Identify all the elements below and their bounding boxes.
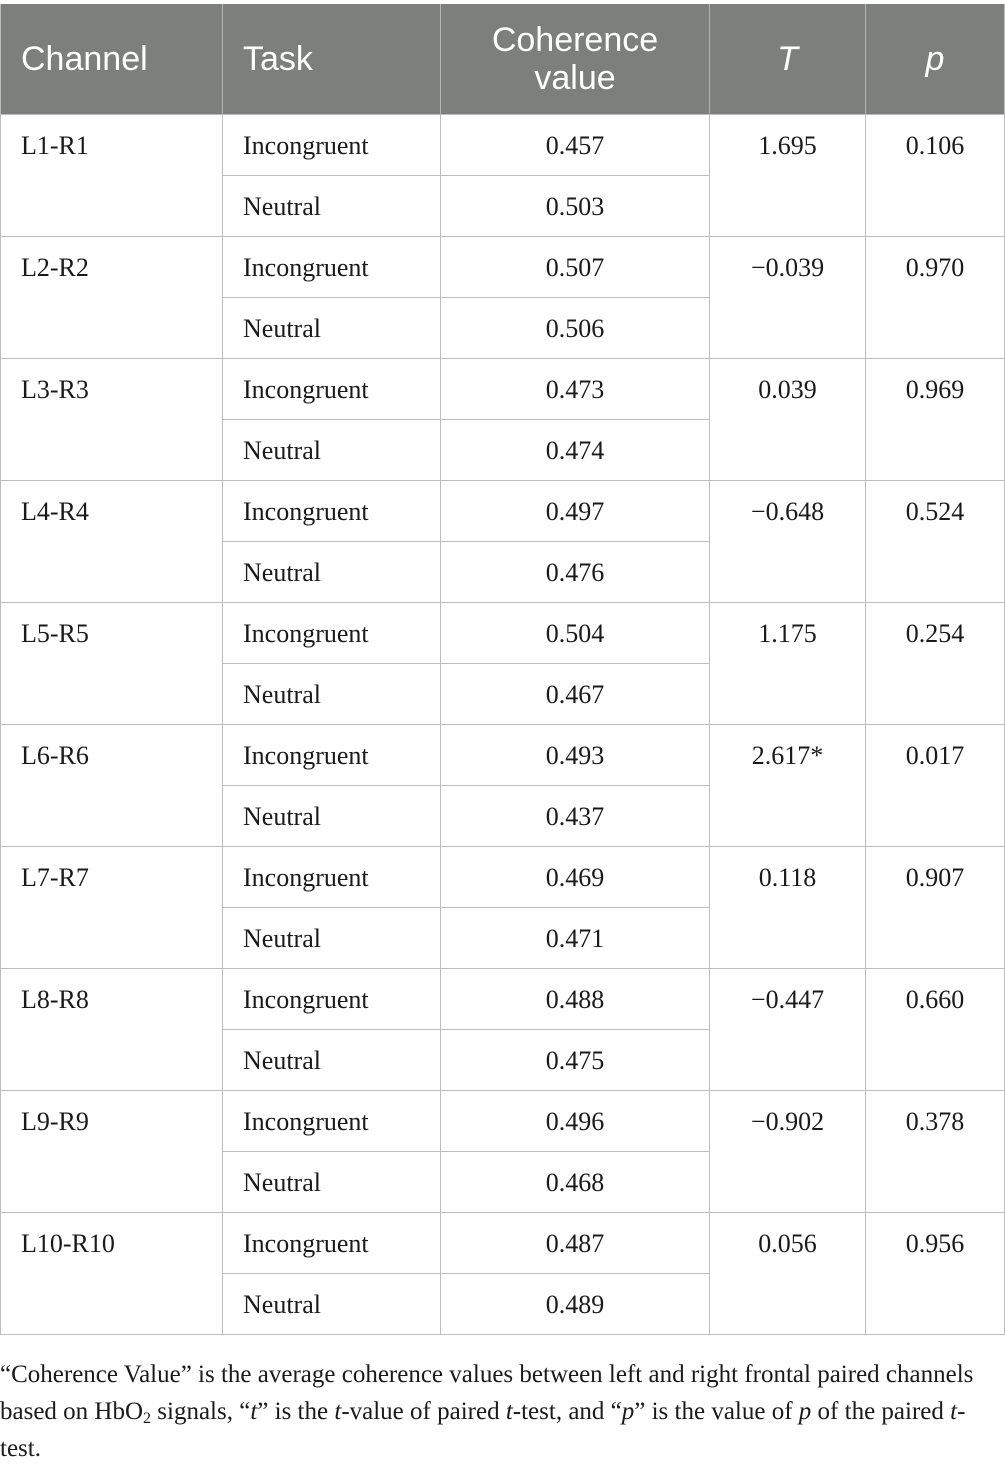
channel-label: L2-R2: [21, 253, 89, 282]
channel-cell: [1, 481, 223, 603]
task-cell: [223, 786, 441, 847]
coherence-cell: [441, 298, 710, 359]
header-coherence-line2: value: [534, 59, 616, 97]
header-t: T: [710, 4, 866, 115]
footnote-p-symbol: p: [798, 1398, 812, 1425]
p-cell: [866, 603, 1005, 725]
task-label: Incongruent: [243, 253, 369, 282]
t-value: 0.118: [758, 863, 817, 892]
task-cell: [223, 1091, 441, 1152]
task-cell: [223, 298, 441, 359]
header-coherence-value: [441, 4, 710, 115]
t-cell: [710, 1091, 866, 1213]
task-cell: [223, 115, 441, 176]
t-cell: [710, 847, 866, 969]
task-label: Neutral: [243, 1168, 321, 1197]
p-cell: [866, 847, 1005, 969]
table-row: [1, 359, 1005, 420]
coherence-table: [0, 4, 1005, 1335]
task-label: Incongruent: [243, 619, 369, 648]
t-cell: [710, 115, 866, 237]
footnote-text-3: ” is the: [257, 1398, 335, 1425]
t-value: 0.056: [758, 1229, 817, 1258]
footnote-text-4: -value of paired: [341, 1398, 506, 1425]
coherence-value: 0.489: [545, 1290, 605, 1319]
coherence-value: 0.496: [545, 1107, 605, 1136]
t-cell: [710, 237, 866, 359]
coherence-value: 0.488: [545, 985, 605, 1014]
table-row: [1, 725, 1005, 786]
t-cell: [710, 969, 866, 1091]
coherence-cell: [441, 420, 710, 481]
task-cell: [223, 176, 441, 237]
task-cell: [223, 481, 441, 542]
task-cell: [223, 969, 441, 1030]
coherence-cell: [441, 1030, 710, 1091]
t-cell: [710, 1213, 866, 1335]
task-cell: [223, 847, 441, 908]
channel-cell: [1, 969, 223, 1091]
t-value: −0.902: [750, 1107, 825, 1136]
coherence-cell: [441, 542, 710, 603]
footnote-text-1: “Coherence Value” is the average coherence values between left and right frontal paired channels based on HbO: [0, 1361, 974, 1425]
channel-label: L9-R9: [21, 1107, 89, 1136]
p-value: 0.524: [905, 497, 965, 526]
t-value: −0.648: [750, 497, 825, 526]
task-cell: [223, 1030, 441, 1091]
task-label: Neutral: [243, 1290, 321, 1319]
p-cell: [866, 969, 1005, 1091]
table-row: [1, 1091, 1005, 1152]
coherence-cell: [441, 1213, 710, 1274]
channel-cell: [1, 725, 223, 847]
task-cell: [223, 664, 441, 725]
footnote-t-symbol: t: [334, 1398, 342, 1425]
coherence-cell: [441, 1091, 710, 1152]
coherence-cell: [441, 237, 710, 298]
task-label: Incongruent: [243, 985, 369, 1014]
channel-label: L10-R10: [21, 1229, 115, 1258]
table-row: [1, 969, 1005, 1030]
footnote-p-symbol: p: [621, 1398, 635, 1425]
p-cell: [866, 481, 1005, 603]
task-label: Incongruent: [243, 863, 369, 892]
coherence-value: 0.469: [545, 863, 605, 892]
task-label: Neutral: [243, 314, 321, 343]
p-value: 0.907: [905, 863, 965, 892]
channel-label: L5-R5: [21, 619, 89, 648]
task-cell: [223, 603, 441, 664]
coherence-value: 0.468: [545, 1168, 605, 1197]
coherence-table-container: [0, 4, 1004, 1335]
t-cell: [710, 481, 866, 603]
p-value: 0.378: [905, 1107, 965, 1136]
table-body: [1, 115, 1005, 1335]
footnote-text-2: signals, “: [151, 1398, 251, 1425]
t-value: 1.695: [758, 131, 817, 160]
coherence-cell: [441, 1152, 710, 1213]
coherence-value: 0.493: [545, 741, 605, 770]
footnote-text-8: -test.: [0, 1398, 966, 1462]
coherence-cell: [441, 969, 710, 1030]
p-value: 0.970: [905, 253, 965, 282]
coherence-value: 0.474: [545, 436, 605, 465]
task-cell: [223, 1213, 441, 1274]
coherence-cell: [441, 908, 710, 969]
task-cell: [223, 420, 441, 481]
table-row: [1, 1213, 1005, 1274]
channel-cell: [1, 359, 223, 481]
task-cell: [223, 1274, 441, 1335]
channel-cell: [1, 1213, 223, 1335]
task-cell: [223, 1152, 441, 1213]
footnote-text-7: of the paired: [811, 1398, 951, 1425]
coherence-value: 0.506: [545, 314, 605, 343]
coherence-value: 0.476: [545, 558, 605, 587]
task-label: Incongruent: [243, 1107, 369, 1136]
coherence-cell: [441, 664, 710, 725]
table-row: [1, 115, 1005, 176]
header-coherence-line1: Coherence: [491, 21, 659, 59]
p-value: 0.017: [905, 741, 965, 770]
header-channel: Channel: [1, 4, 223, 115]
coherence-value: 0.467: [545, 680, 605, 709]
channel-label: L7-R7: [21, 863, 89, 892]
task-label: Neutral: [243, 192, 321, 221]
p-cell: [866, 359, 1005, 481]
coherence-value: 0.503: [545, 192, 605, 221]
task-label: Neutral: [243, 924, 321, 953]
header-p: p: [866, 4, 1005, 115]
task-label: Incongruent: [243, 497, 369, 526]
channel-label: L4-R4: [21, 497, 89, 526]
table-header: [1, 4, 1005, 115]
t-value: 0.039: [758, 375, 817, 404]
p-cell: [866, 1091, 1005, 1213]
task-cell: [223, 237, 441, 298]
channel-cell: [1, 603, 223, 725]
p-cell: [866, 1213, 1005, 1335]
t-cell: [710, 725, 866, 847]
task-label: Incongruent: [243, 1229, 369, 1258]
header-task: Task: [223, 4, 441, 115]
p-value: 0.956: [905, 1229, 965, 1258]
table-row: [1, 237, 1005, 298]
channel-label: L6-R6: [21, 741, 89, 770]
coherence-value: 0.475: [545, 1046, 605, 1075]
table-row: [1, 481, 1005, 542]
coherence-cell: [441, 115, 710, 176]
coherence-cell: [441, 1274, 710, 1335]
task-cell: [223, 359, 441, 420]
channel-label: L3-R3: [21, 375, 89, 404]
task-cell: [223, 542, 441, 603]
p-cell: [866, 237, 1005, 359]
coherence-value: 0.507: [545, 253, 605, 282]
task-cell: [223, 908, 441, 969]
footnote-t-symbol: t: [505, 1398, 513, 1425]
task-label: Neutral: [243, 680, 321, 709]
coherence-cell: [441, 481, 710, 542]
task-label: Incongruent: [243, 375, 369, 404]
task-label: Incongruent: [243, 741, 369, 770]
coherence-cell: [441, 603, 710, 664]
task-label: Neutral: [243, 558, 321, 587]
p-value: 0.969: [905, 375, 965, 404]
coherence-value: 0.457: [545, 131, 605, 160]
task-cell: [223, 725, 441, 786]
coherence-cell: [441, 359, 710, 420]
coherence-cell: [441, 847, 710, 908]
task-label: Neutral: [243, 436, 321, 465]
coherence-cell: [441, 176, 710, 237]
t-cell: [710, 603, 866, 725]
coherence-value: 0.471: [545, 924, 605, 953]
t-cell: [710, 359, 866, 481]
t-value: 2.617*: [751, 741, 824, 770]
task-label: Neutral: [243, 802, 321, 831]
p-value: 0.660: [905, 985, 965, 1014]
t-value: −0.447: [750, 985, 825, 1014]
coherence-value: 0.437: [545, 802, 605, 831]
channel-cell: [1, 1091, 223, 1213]
t-value: −0.039: [750, 253, 825, 282]
task-label: Incongruent: [243, 131, 369, 160]
p-value: 0.254: [905, 619, 965, 648]
channel-cell: [1, 847, 223, 969]
channel-label: L8-R8: [21, 985, 89, 1014]
channel-cell: [1, 237, 223, 359]
footnote-subscript: 2: [143, 1410, 152, 1427]
table-row: [1, 603, 1005, 664]
coherence-cell: [441, 786, 710, 847]
channel-cell: [1, 115, 223, 237]
p-value: 0.106: [905, 131, 965, 160]
t-value: 1.175: [758, 619, 817, 648]
coherence-value: 0.504: [545, 619, 605, 648]
coherence-value: 0.487: [545, 1229, 605, 1258]
footnote-t-symbol: t: [250, 1398, 258, 1425]
footnote-text-6: ” is the value of: [634, 1398, 799, 1425]
footnote-text-5: -test, and “: [512, 1398, 622, 1425]
p-cell: [866, 115, 1005, 237]
task-label: Neutral: [243, 1046, 321, 1075]
table-row: [1, 847, 1005, 908]
table-footnote: [0, 1356, 1000, 1467]
p-cell: [866, 725, 1005, 847]
coherence-value: 0.473: [545, 375, 605, 404]
footnote-t-symbol: t: [950, 1398, 958, 1425]
coherence-value: 0.497: [545, 497, 605, 526]
coherence-cell: [441, 725, 710, 786]
channel-label: L1-R1: [21, 131, 89, 160]
